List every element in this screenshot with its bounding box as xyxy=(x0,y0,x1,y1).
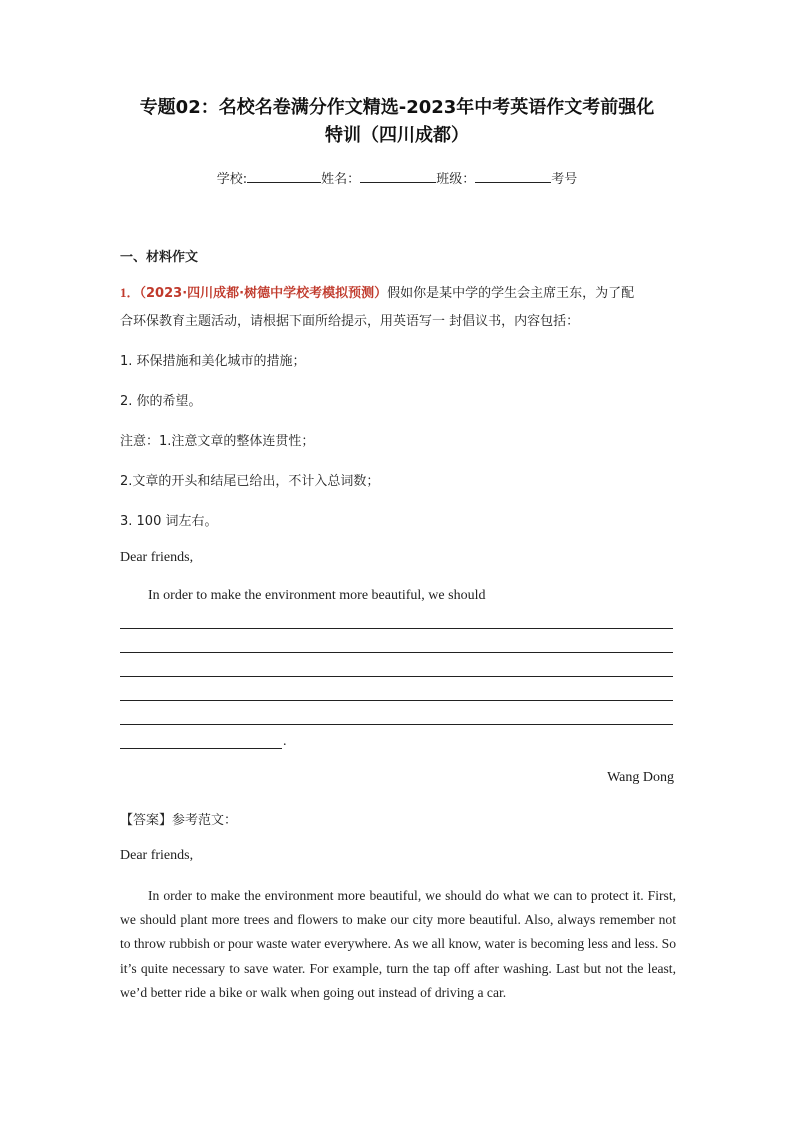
number-label: 考号 xyxy=(551,172,578,187)
letter-signature: Wang Dong xyxy=(607,770,674,785)
school-label: 学校: xyxy=(216,172,248,187)
writing-line[interactable] xyxy=(120,652,673,653)
question-number: 1． xyxy=(120,285,140,300)
question-line-2: 合环保教育主题活动，请根据下面所给提示，用英语写一 封倡议书，内容包括： xyxy=(120,314,580,329)
answer-greeting: Dear friends, xyxy=(120,848,194,863)
writing-line[interactable] xyxy=(120,700,673,701)
answer-label: 【答案】参考范文： xyxy=(120,813,238,828)
end-period: . xyxy=(283,734,287,749)
student-info-row xyxy=(0,168,794,187)
school-blank[interactable] xyxy=(247,170,321,183)
note-3: 3. 100 词左右。 xyxy=(120,514,218,529)
writing-line-short[interactable] xyxy=(120,748,282,749)
answer-body: In order to make the environment more beautiful, we should do what we can to protect it. First, we should plant more trees and flowers to make our city more beautiful. Also, always remember not to throw rubbish or pour waste water everywhere. As we all know, water is becoming less and less. So it’s quite necessary to save water. For example, turn the tap off after washing. Last but not the least, we’d better ride a bike or walk when going out instead of driving a car. xyxy=(120,888,676,1000)
class-label: 班级： xyxy=(436,172,476,187)
section-heading: 一、材料作文 xyxy=(120,250,199,265)
title-line-2: 特训（四川成都） xyxy=(325,125,469,146)
page-title xyxy=(100,94,694,150)
class-blank[interactable] xyxy=(475,170,551,183)
question-line-1 xyxy=(120,282,634,301)
question-source: （2023·四川成都·树德中学校考模拟预测） xyxy=(139,286,388,301)
answer-essay xyxy=(120,884,676,1005)
title-line-1: 专题02：名校名卷满分作文精选-2023年中考英语作文考前强化 xyxy=(139,97,655,118)
writing-line[interactable] xyxy=(120,676,673,677)
note-2: 2.文章的开头和结尾已给出，不计入总词数； xyxy=(120,474,380,489)
name-label: 姓名： xyxy=(321,172,361,187)
letter-greeting: Dear friends, xyxy=(120,550,194,565)
question-text-1: 假如你是某中学的学生会主席王东，为了配 xyxy=(387,286,635,301)
letter-opening: In order to make the environment more beautiful, we should xyxy=(148,588,486,603)
writing-line[interactable] xyxy=(120,628,673,629)
note-1: 注意：1.注意文章的整体连贯性； xyxy=(120,434,315,449)
name-blank[interactable] xyxy=(360,170,436,183)
requirement-item-1: 1. 环保措施和美化城市的措施； xyxy=(120,354,306,369)
writing-line[interactable] xyxy=(120,724,673,725)
requirement-item-2: 2. 你的希望。 xyxy=(120,394,202,409)
